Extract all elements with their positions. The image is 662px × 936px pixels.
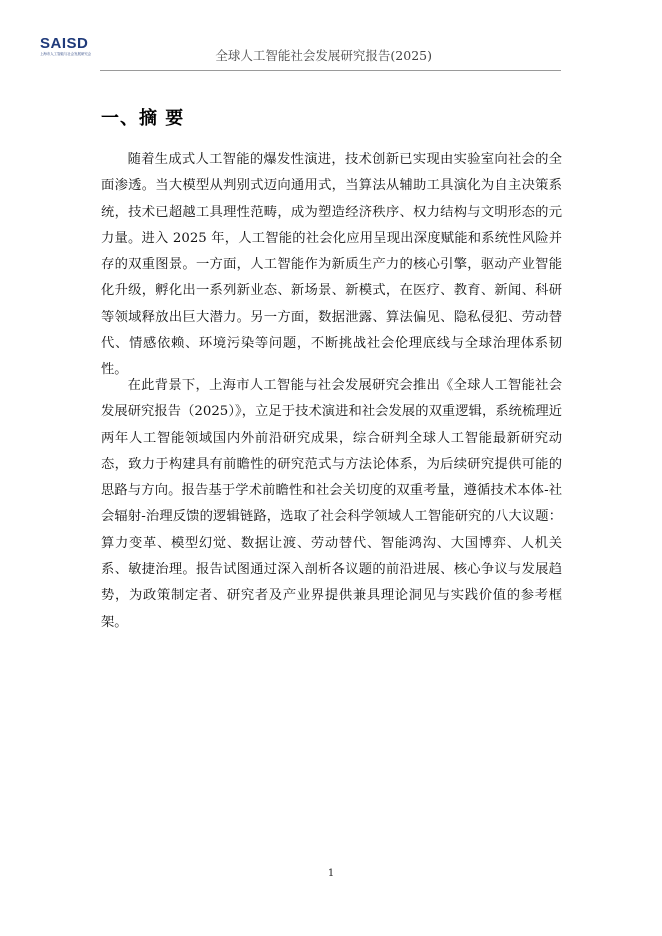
running-header-title: 全球人工智能社会发展研究报告(2025) <box>215 48 432 63</box>
logo-wordmark: SAISD <box>40 35 89 52</box>
section-heading: 一、摘 要 <box>101 108 185 129</box>
organization-logo <box>40 36 98 66</box>
header-divider <box>100 70 561 71</box>
body-paragraph-1: 随着生成式人工智能的爆发性演进，技术创新已实现由实验室向社会的全面渗透。当大模型从判别式迈向通用式，当算法从辅助工具演化为自主决策系统，技术已超越工具理性范畴，成为塑造经济秩序、权力结构与文明形态的元力量。进入 2025 年，人工智能的社会化应用呈现出深度赋能和系统性风险并存的双重图景。一方面，人工智能作为新质生产力的核心引擎，驱动产业智能化升级，孵化出一系列新业态、新场景、新模式，在医疗、教育、新闻、科研等领域释放出巨大潜力。另一方面，数据泄露、算法偏见、隐私侵犯、劳动替代、情感依赖、环境污染等问题，不断挑战社会伦理底线与全球治理体系韧性。 <box>101 152 562 378</box>
body-paragraph-2: 在此背景下，上海市人工智能与社会发展研究会推出《全球人工智能社会发展研究报告（2025）》，立足于技术演进和社会发展的双重逻辑，系统梳理近两年人工智能领域国内外前沿研究成果，综合研判全球人工智能最新研究动态，致力于构建具有前瞻性的研究范式与方法论体系，为后续研究提供可能的思路与方向。报告基于学术前瞻性和社会关切度的双重考量，遵循技术本体-社会辐射-治理反馈的逻辑链路，选取了社会科学领域人工智能研究的八大议题：算力变革、模型幻觉、数据让渡、劳动替代、智能鸿沟、大国博弈、人机关系、敏捷治理。报告试图通过深入剖析各议题的前沿进展、核心争议与发展趋势，为政策制定者、研究者及产业界提供兼具理论洞见与实践价值的参考框架。 <box>101 378 562 630</box>
page-number: 1 <box>327 868 335 879</box>
page-header <box>40 36 562 70</box>
logo-subtext: 上海市人工智能与社会发展研究会 <box>40 52 92 56</box>
